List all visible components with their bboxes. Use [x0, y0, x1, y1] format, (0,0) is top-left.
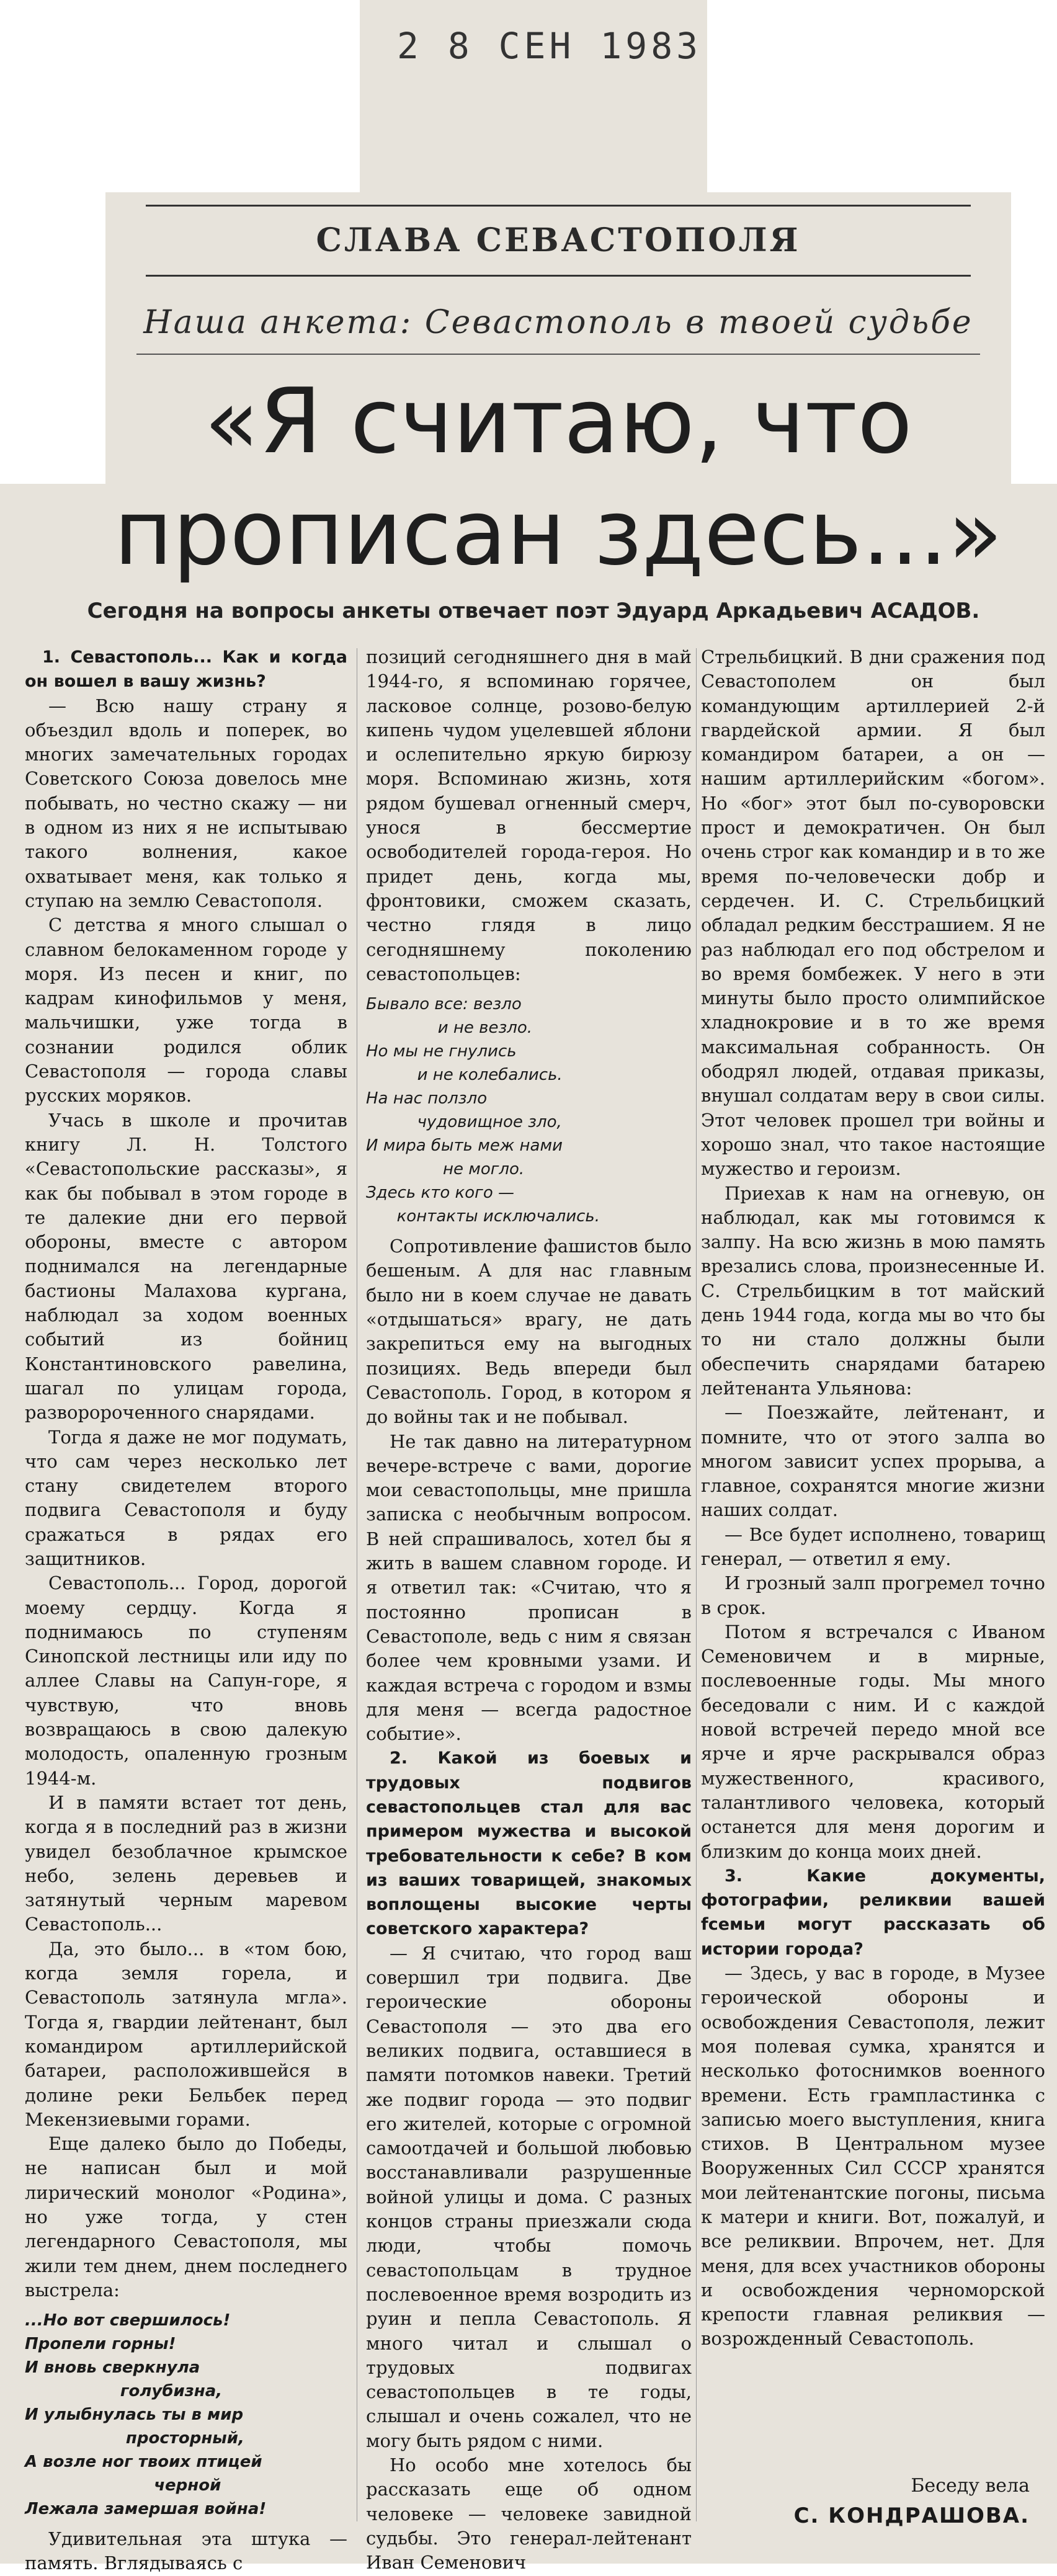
poem-line: голубизна,	[25, 2382, 223, 2401]
poem-line: чудовищное зло,	[366, 1113, 562, 1132]
poem-line: черной	[25, 2476, 221, 2495]
poem-line: Здесь кто кого —	[366, 1183, 514, 1203]
poem-line: просторный,	[25, 2429, 244, 2448]
poem-rodina	[25, 2309, 347, 2521]
survey-subtitle: Наша анкета: Севастополь в твоей судьбе	[136, 292, 980, 355]
question-3: 3. Какие документы, фотографии, реликвии вашей fсемьи могут рассказать об истории города?	[701, 1866, 1045, 1959]
question-2: 2. Какой из боевых и трудовых подвигов севастопольцев стал для вас примером мужества и высокой требовательности к себе? В ком из ваших товарищей, знакомых воплощены высокие черты советского характера?	[366, 1749, 692, 1939]
poem-line: Бывало все: везло	[366, 995, 522, 1014]
poem-line: Пропели горны!	[25, 2335, 176, 2354]
column-divider-2	[696, 648, 697, 2521]
poem-veterans	[366, 992, 692, 1228]
headline-line-1: «Я считаю, что	[204, 369, 912, 474]
poem-line: и не везло.	[366, 1018, 533, 1038]
paragraph: Сопротивление фашистов было бешеным. А для нас главным было ни в коем случае не давать «отдышаться» врагу, не дать закрепиться ему на выгодных позициях. Ведь впереди был Севастополь. Город, в котором я до войны так и не побывал.	[366, 1236, 692, 1428]
question-1: 1. Севастополь... Как и когда он вошел в вашу жизнь?	[25, 648, 347, 692]
poem-line: и не колебались.	[366, 1066, 563, 1085]
paragraph: — Здесь, у вас в городе, в Музее героической обороны и освобождения Севастополя, лежит моя полевая сумка, хранятся и несколько фотоснимков военного времени. Есть грампластинка с записью моего выступления, книга стихов. В Центральном музее Вооруженных Сил СССР хранятся мои лейтенантские погоны, письма к матери и книги. Вот, пожалуй, и все реликвии. Впрочем, нет. Для меня, для всех участников обороны и освобождения черноморской крепости главная реликвия — возрожденный Севастополь.	[701, 1963, 1045, 2350]
poem-line: На нас ползло	[366, 1089, 488, 1108]
article-column-2	[366, 645, 692, 2574]
headline-line-2: прописан здесь...»	[114, 481, 1003, 586]
paragraph: Не так давно на литературном вечере-встрече с вами, дорогие мои севастопольцы, мне пришла записка с необычным вопросом. В ней спрашивалось, хотел бы я жить в вашем славном городе. И я ответил так: «Считаю, что я постоянно прописан в Севастополе, ведь с ним я связан более чем кровными узами. И каждая встреча с городом и взмы для меня — всегда радостное событие».	[366, 1430, 692, 1745]
poem-line: контакты исключались.	[366, 1207, 600, 1226]
paragraph: И грозный залп прогремел точно в срок.	[701, 1572, 1045, 1618]
poem-line: И вновь сверкнула	[25, 2358, 200, 2378]
paragraph: — Всю нашу страну я объездил вдоль и поперек, во многих замечательных городах Советского Союза довелось мне побывать, но честно скажу — ни в одном из них я не испытываю такого волнения, какое охватывает меня, как только я ступаю на землю Севастополя.	[25, 695, 347, 911]
poem-line: И мира быть меж нами	[366, 1136, 563, 1156]
paragraph: — Поезжайте, лейтенант, и помните, что от этого залпа во многом зависит успех прорыва, а главное, сохранятся многие жизни наших солдат.	[701, 1402, 1045, 1521]
lead-paragraph: Сегодня на вопросы анкеты отвечает поэт Эдуард Аркадьевич АСАДОВ.	[87, 599, 980, 623]
poem-line: Лежала замершая война!	[25, 2500, 267, 2519]
paragraph: позиций сегодняшнего дня в май 1944-го, я вспоминаю горячее, ласковое солнце, розово-белую кипень чудом уцелевшей яблони и ослепительно яркую бирюзу моря. Вспоминаю жизнь, хотя рядом бушевал огненный смерч, унося в бессмертие освободителей города-героя. Но придет день, когда мы, фронтовики, сможем сказать, честно глядя в лицо сегодняшнему поколению севастопольцев:	[366, 646, 692, 984]
rubric-title: СЛАВА СЕВАСТОПОЛЯ	[146, 205, 971, 277]
paragraph: И в памяти встает тот день, когда я в последний раз в жизни увидел безоблачное крымское небо, зелень деревьев и затянутый черным маревом Севастополь...	[25, 1791, 347, 1935]
article-column-1	[25, 645, 347, 2574]
headline	[112, 366, 1005, 602]
poem-line: ...Но вот свершилось!	[25, 2311, 231, 2330]
article-column-3	[701, 645, 1045, 2525]
poem-line: И улыбнулась ты в мир	[25, 2405, 244, 2425]
paragraph: — Я считаю, что город ваш совершил три подвига. Две героические обороны Севастополя — это два его великих подвига, оставшиеся в памяти потомков навеки. Третий же подвиг города — это подвиг его жителей, которые с огромной самоотдачей и большой любовью восстанавливали разрушенные войной улицы и дома. С разных концов страны приезжали сюда люди, чтобы помочь севастопольцам в трудное послевоенное время возродить из руин и пепла Севастополь. Я много читал и слышал о трудовых подвигах севастопольцев в те годы, слышал и очень сожалел, что не могу быть рядом с ними.	[366, 1942, 692, 2451]
paragraph: — Все будет исполнено, товарищ генерал, — ответил я ему.	[701, 1523, 1045, 1569]
signature-label: Беседу вела	[911, 2475, 1030, 2497]
paragraph: Приехав к нам на огневую, он наблюдал, как мы готовимся к залпу. На всю жизнь в мою память врезались слова, произнесенные И. С. Стрельбицким в тот майский день 1944 года, когда мы во что бы то ни стало должны были обеспечить снарядами батарею лейтенанта Ульянова:	[701, 1182, 1045, 1399]
poem-line: Но мы не гнулись	[366, 1042, 517, 1061]
paragraph: Еще далеко было до Победы, не написан был и мой лирический монолог «Родина», но уже тогда, у стен легендарного Севастополя, мы жили тем днем, днем последнего выстрела:	[25, 2133, 347, 2301]
paragraph: С детства я много слышал о славном белокаменном городе у моря. Из песен и книг, по кадрам кинофильмов у меня, мальчишки, уже тогда в сознании родился облик Севастополя — города славы русских моряков.	[25, 914, 347, 1107]
date-stamp: 2 8 СЕН 1983	[397, 25, 702, 67]
paragraph: Да, это было... в «том бою, когда земля горела, и Севастополь затянула мгла». Тогда я, гвардии лейтенант, был командиром артиллерийской батареи, расположившейся в долине реки Бельбек перед Мекензиевыми горами.	[25, 1938, 347, 2130]
poem-line: не могло.	[366, 1160, 525, 1179]
paragraph: Удивительная эта штука — память. Вглядываясь с	[25, 2528, 347, 2574]
paragraph: Стрельбицкий. В дни сражения под Севастополем он был командующим артиллерией 2-й гвардейской армии. Я был командиром батареи, а он — нашим артиллерийским «богом». Но «бог» этот был по-суворовски прост и демократичен. Он был очень строг как командир и в то же время по-человечески добр и сердечен. И. С. Стрельбицкий обладал редким бесстрашием. Я не раз наблюдал его под обстрелом и во время бомбежек. У него в эти минуты было просто олимпийское хладнокровие и в то же время максимальная собранность. Он ободрял людей, отдавая приказы, внушал солдатам веру в свои силы. Этот человек прошел три войны и хорошо знал, что такое настоящие мужество и героизм.	[701, 646, 1045, 1180]
paragraph: Но особо мне хотелось бы рассказать еще об одном человеке — человеке завидной судьбы. Это генерал-лейтенант Иван Семенович	[366, 2454, 692, 2574]
paragraph: Потом я встречался с Иваном Семеновичем и в мирные, послевоенные годы. Мы много беседовали с ним. И с каждой новой встречей передо мной все ярче и ярче раскрывался образ мужественного, красивого, талантливого человека, который останется для меня дорогим и близким до конца моих дней.	[701, 1621, 1045, 1862]
paragraph: Учась в школе и прочитав книгу Л. Н. Толстого «Севастопольские рассказы», я как бы побывал в этом городе в те далекие дни его первой обороны, вместе с автором поднимался на легендарные бастионы Малахова кургана, наблюдал за ходом военных событий из бойниц Константиновского равелина, шагал по улицам города, разворороченного снарядами.	[25, 1109, 347, 1424]
paragraph: Тогда я даже не мог подумать, что сам через несколько лет стану свидетелем второго подвига Севастополя и буду сражаться в рядах его защитников.	[25, 1426, 347, 1569]
signature-name: С. КОНДРАШОВА.	[793, 2503, 1030, 2528]
poem-line: А возле ног твоих птицей	[25, 2453, 262, 2472]
paragraph: Севастополь... Город, дорогой моему сердцу. Когда я поднимаюсь по ступеням Синопской лестницы или иду по аллее Славы на Сапун-горе, я чувствую, что вновь возвращаюсь в свою далекую молодость, опаленную грозным 1944-м.	[25, 1572, 347, 1789]
